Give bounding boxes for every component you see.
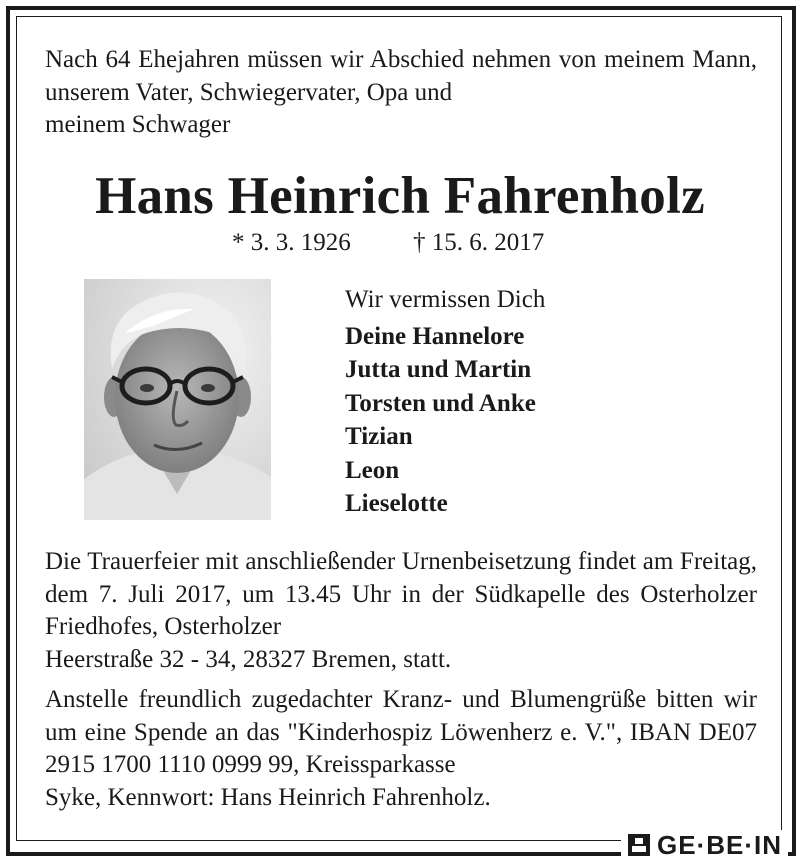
funeral-paragraph: Die Trauerfeier mit anschließender Urnenbeisetzung findet am Freitag, dem 7. Juli 2017, um 13.45 Uhr in der Südkapelle des Osterholzer Friedhofes, Osterholzer bbox=[45, 548, 757, 640]
mourner-name: Torsten und Anke bbox=[345, 389, 536, 417]
deceased-name: Hans Heinrich Fahrenholz bbox=[95, 167, 705, 225]
mourners-list bbox=[345, 283, 545, 521]
publisher-logo bbox=[621, 830, 788, 860]
mourners-lead: Wir vermissen Dich bbox=[345, 286, 546, 313]
mourner-name: Jutta und Martin bbox=[345, 356, 532, 383]
mourner-name: Lieselotte bbox=[345, 490, 448, 517]
intro-text bbox=[45, 44, 757, 142]
mourner-name: Leon bbox=[345, 456, 400, 484]
mourner-name: Tizian bbox=[345, 423, 413, 450]
donation-notice bbox=[45, 684, 757, 814]
intro-last-line: meinem Schwager bbox=[45, 111, 231, 138]
donation-last-line: Syke, Kennwort: Hans Heinrich Fahrenholz. bbox=[45, 783, 491, 811]
mourner-name: Deine Hannelore bbox=[345, 322, 525, 350]
logo-mark-icon bbox=[627, 833, 651, 857]
logo-text: GE·BE·IN bbox=[657, 829, 782, 860]
death-date: † 15. 6. 2017 bbox=[413, 229, 545, 256]
portrait-photo bbox=[84, 279, 271, 520]
birth-date: * 3. 3. 1926 bbox=[232, 229, 351, 256]
intro-paragraph: Nach 64 Ehejahren müssen wir Abschied nehmen von meinem Mann, unserem Vater, Schwiegervater, Opa und bbox=[45, 46, 757, 106]
donation-paragraph: Anstelle freundlich zugedachter Kranz- und Blumengrüße bitten wir um eine Spende an das "Kinderhospiz Löwenherz e. V.", IBAN DE07 2915 1700 1110 0999 99, Kreissparkasse bbox=[45, 686, 757, 778]
funeral-last-line: Heerstraße 32 - 34, 28327 Bremen, statt. bbox=[45, 645, 452, 673]
funeral-notice bbox=[45, 546, 757, 676]
